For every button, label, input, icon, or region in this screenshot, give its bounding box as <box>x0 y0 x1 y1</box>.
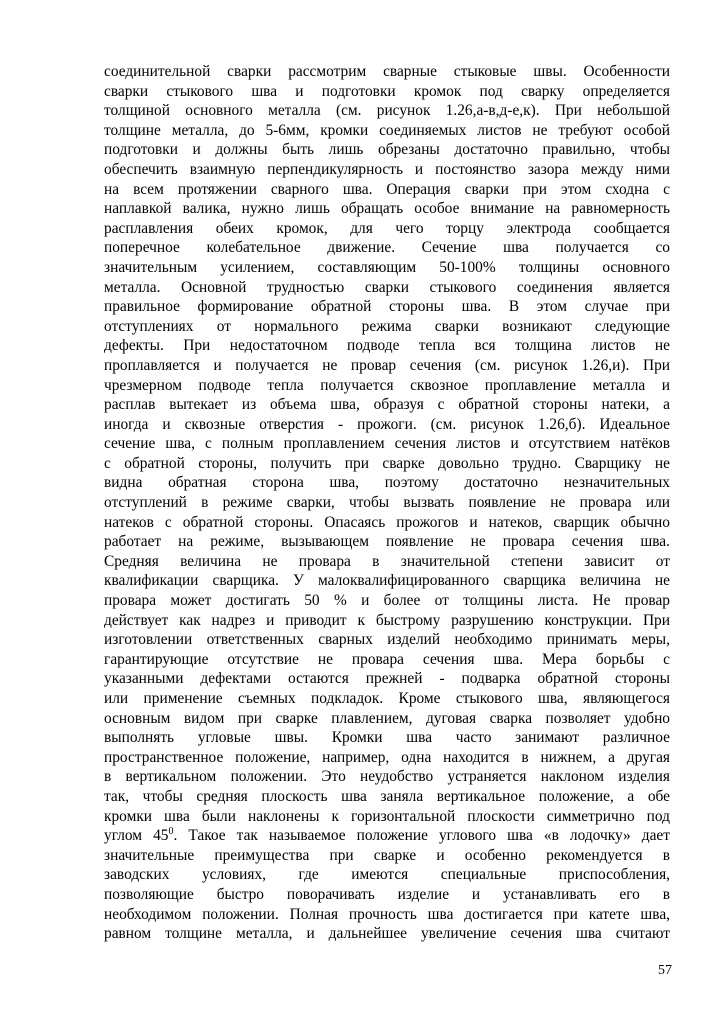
text-line: значительным усилением, составляющим 50-100% толщины основного <box>104 258 670 276</box>
text-line: пространственное положение, например, одна находится в нижнем, а другая <box>104 748 670 766</box>
text-line: указанными дефектами остаются прежней - подварка обратной стороны <box>104 670 670 688</box>
text-line: отступлениях от нормального режима сварки возникают следующие <box>104 317 670 335</box>
text-line: металла. Основной трудностью сварки стыкового соединения является <box>104 278 670 296</box>
text-line: иногда и сквозные отверстия - прожоги. (см. рисунок 1.26,б). Идеальное <box>104 415 670 433</box>
text-line: поперечное колебательное движение. Сечение шва получается со <box>104 239 670 257</box>
text-line: кромки шва были наклонены к горизонтальной плоскости симметрично под <box>104 807 670 825</box>
text-line: гарантирующие отсутствие не провара сечения шва. Мера борьбы с <box>104 650 670 668</box>
text-line: наплавкой валика, нужно лишь обращать особое внимание на равномерность <box>104 200 670 218</box>
text-line: расплав вытекает из объема шва, образуя с обратной стороны натеки, а <box>104 396 670 414</box>
text-line: чрезмерном подводе тепла получается сквозное проплавление металла и <box>104 376 670 394</box>
text-line: толщине металла, до 5-6мм, кромки соединяемых листов не требуют особой <box>104 121 670 139</box>
text-line: работает на режиме, вызывающем появление не провара сечения шва. <box>104 533 670 551</box>
text-line: расплавления обеих кромок, для чего торцу электрода сообщается <box>104 219 670 237</box>
body-text <box>104 62 670 944</box>
text-line: сварки стыкового шва и подготовки кромок под сварку определяется <box>104 82 670 100</box>
degree-superscript: 0 <box>168 826 174 838</box>
text-line: отступлений в режиме сварки, чтобы вызвать появление не провара или <box>104 494 670 512</box>
text-line: натеков с обратной стороны. Опасаясь прожогов и натеков, сварщик обычно <box>104 513 670 531</box>
text-line: необходимом положении. Полная прочность шва достигается при катете шва, <box>104 905 670 923</box>
text-line: заводских условиях, где имеются специальные приспособления, <box>104 866 670 884</box>
text-line: соединительной сварки рассмотрим сварные стыковые швы. Особенности <box>104 63 670 80</box>
text-line: так, чтобы средняя плоскость шва заняла вертикальное положение, а обе <box>104 787 670 805</box>
text-line: изготовлении ответственных сварных изделий необходимо принимать меры, <box>104 631 670 649</box>
text-line: или применение съемных подкладок. Кроме стыкового шва, являющегося <box>104 690 670 707</box>
angle-line-tail: . Такое так называемое положение углового шва «в лодочку» дает <box>173 827 670 845</box>
text-line: дефекты. При недостаточном подводе тепла вся толщина листов не <box>104 337 670 355</box>
text-line: действует как надрез и приводит к быстрому разрушению конструкции. При <box>104 611 670 629</box>
text-line: квалификации сварщика. У малоквалифицированного сварщика величина не <box>104 572 670 590</box>
text-line: равном толщине металла, и дальнейшее увеличение сечения шва считают <box>104 925 670 943</box>
text-line: позволяющие быстро поворачивать изделие и устанавливать его в <box>104 885 670 903</box>
text-line: основным видом при сварке плавлением, дуговая сварка позволяет удобно <box>104 709 670 727</box>
text-line: правильное формирование обратной стороны шва. В этом случае при <box>104 298 670 316</box>
angle-line <box>104 826 670 846</box>
text-line: видна обратная сторона шва, поэтому достаточно незначительных <box>104 474 670 492</box>
text-line: провара может достигать 50 % и более от толщины листа. Не провар <box>104 592 670 610</box>
text-line: в вертикальном положении. Это неудобство устраняется наклоном изделия <box>104 768 670 786</box>
text-line: Средняя величина не провара в значительной степени зависит от <box>104 552 670 570</box>
text-line: обеспечить взаимную перпендикулярность и постоянство зазора между ними <box>104 160 670 178</box>
text-line: с обратной стороны, получить при сварке довольно трудно. Сварщику не <box>104 454 670 472</box>
text-line: выполнять угловые швы. Кромки шва часто занимают различное <box>104 729 670 747</box>
text-line: сечение шва, с полным проплавлением сечения листов и отсутствием натёков <box>104 435 670 453</box>
text-line: подготовки и должны быть лишь обрезаны достаточно правильно, чтобы <box>104 141 670 159</box>
text-line: толщиной основного металла (см. рисунок 1.26,а-в,д-е,к). При небольшой <box>104 102 670 120</box>
text-line: на всем протяжении сварного шва. Операция сварки при этом сходна с <box>104 180 670 198</box>
text-line: проплавляется и получается не провар сечения (см. рисунок 1.26,и). При <box>104 356 670 374</box>
text-line: значительные преимущества при сварке и особенно рекомендуется в <box>104 846 670 864</box>
page-number: 57 <box>658 963 672 978</box>
angle-text: углом 45 <box>104 827 169 845</box>
